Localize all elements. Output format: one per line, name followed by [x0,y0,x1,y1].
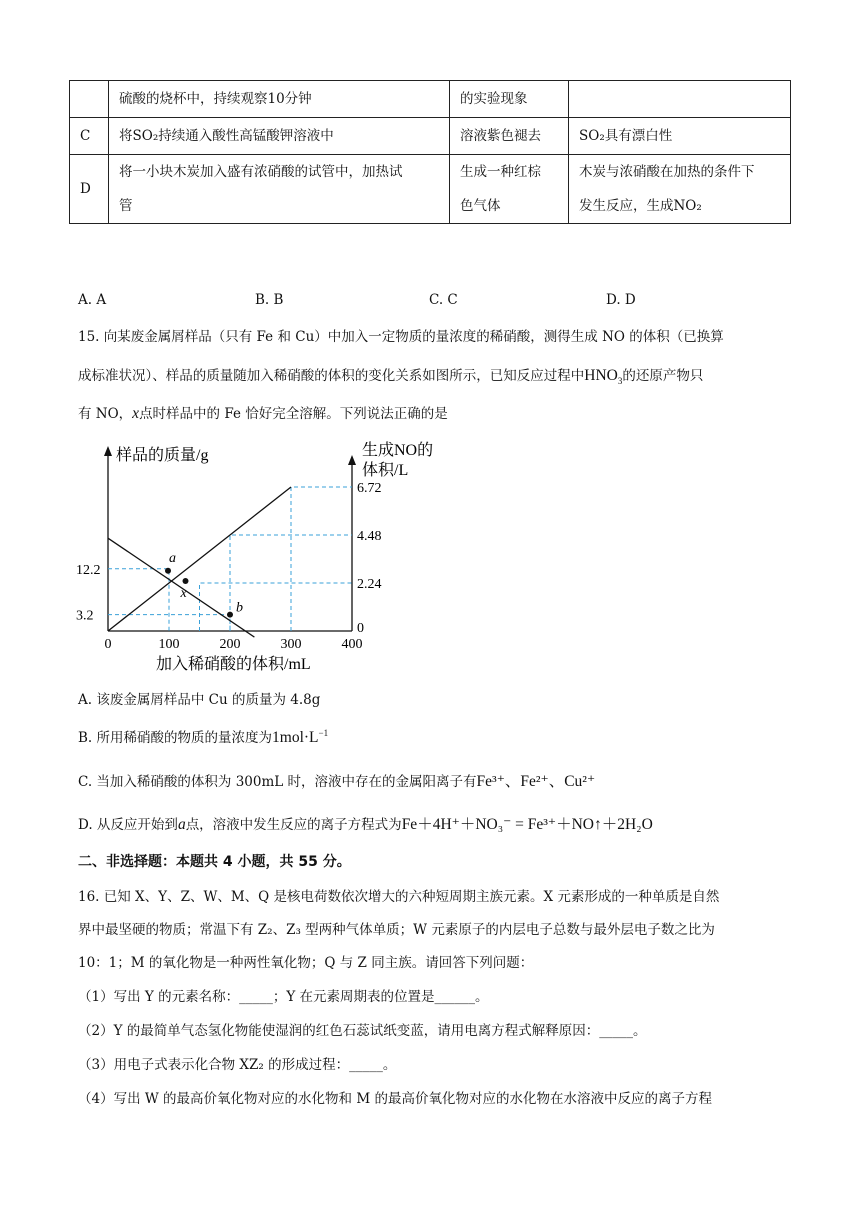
option-c: C. C [429,292,458,308]
right-y-tick-label: 2.24 [357,576,382,592]
row-label: C [70,118,109,155]
ionic-equation: Fe＋4H⁺＋NO₃⁻ = Fe³⁺＋NO↑＋2H₂O [401,816,653,833]
x-tick-label: 0 [104,637,112,652]
ion-list: Fe³⁺、Fe²⁺、Cu²⁺ [476,773,596,790]
point-b-marker [227,612,233,618]
q15-stem-line-1: 15. 向某废金属屑样品（只有 Fe 和 Cu）中加入一定物质的量浓度的稀硝酸，测得生成 NO 的体积（已换算 [78,329,724,345]
x-tick-label: 100 [158,637,180,652]
right-y-axis-title-line-1: 生成NO的 [362,442,434,459]
x-axis-title: 加入稀硝酸的体积/mL [156,656,311,673]
hno3-sub: 3 [617,376,623,387]
x-tick-label: 400 [341,637,363,652]
hno3-base: HNO [584,367,618,384]
point-a-label: a [169,550,176,566]
q15-option-a: A. 该废金属屑样品中 Cu 的质量为 4.8g [78,692,321,708]
option-a: A. A [78,292,107,308]
point-a-symbol: a [177,816,186,833]
left-y-axis-title: 样品的质量/g [116,447,209,464]
right-y-axis-title-line-2: 体积/L [362,462,409,479]
point-x-marker [183,578,189,584]
x-tick-label: 200 [219,637,241,652]
guide-line [108,569,169,631]
guide-line [291,487,352,631]
point-x-symbol: x [132,405,140,422]
q15-stem-text: 的还原产物只 [622,368,704,384]
concentration-base: 1mol·L [272,729,319,746]
q16-part-2: （2）Y 的最简单气态氢化物能使湿润的红色石蕊试纸变蓝，请用电离方程式解释原因：_____。 [78,1023,647,1039]
q15-stem-text: 有 NO， [78,406,133,422]
q16-line-2: 界中最坚硬的物质；常温下有 Z₂、Z₃ 型两种气体单质；W 元素原子的内层电子总数与最外层电子数之比为 [78,922,715,938]
q15-option-c [78,772,595,792]
phenomenon-cell: 溶液紫色褪去 [450,118,569,155]
q16-part-3: （3）用电子式表示化合物 XZ₂ 的形成过程：_____。 [78,1057,397,1073]
q15-stem-text: 点时样品中的 Fe 恰好完全溶解。下列说法正确的是 [139,406,448,422]
phenomenon-cell: 的实验现象 [450,81,569,118]
point-b-label: b [236,600,243,616]
q15-option-b [78,728,328,748]
operation-cell: 硫酸的烧杯中，持续观察10分钟 [109,81,450,118]
left-y-tick-label: 12.2 [76,562,101,578]
phenomenon-line-2: 色气体 [460,198,501,214]
x-tick-label: 300 [280,637,302,652]
guide-line [200,583,353,631]
option-d-text: 点，溶液中发生反应的离子方程式为 [185,817,402,833]
section-heading: 二、非选择题：本题共 4 小题，共 55 分。 [78,854,351,870]
right-y-tick-label: 4.48 [357,528,382,544]
q15-option-d [78,815,653,835]
conclusion-line-2: 发生反应，生成NO₂ [579,198,702,214]
phenomenon-line-1: 生成一种红棕 [460,164,541,180]
operation-line-1: 将一小块木炭加入盛有浓硝酸的试管中，加热试 [119,164,403,180]
concentration-exp: −1 [318,727,329,738]
point-x-label: x [180,585,187,601]
right-y-tick-label: 6.72 [357,480,382,496]
row-label: D [70,155,109,224]
q16-line-3: 10：1；M 的氧化物是一种两性氧化物；Q 与 Z 同主族。请回答下列问题： [78,955,534,971]
option-c-text: C. 当加入稀硝酸的体积为 300mL 时，溶液中存在的金属阳离子有 [78,774,477,790]
conclusion-cell: SO₂具有漂白性 [569,118,791,155]
option-d: D. D [606,292,636,308]
left-y-tick-label: 3.2 [76,608,94,624]
q16-part-1: （1）写出 Y 的元素名称：_____；Y 在元素周期表的位置是______。 [78,989,489,1005]
q16-line-1: 16. 已知 X、Y、Z、W、M、Q 是核电荷数依次增大的六种短周期主族元素。X 元素形成的一种单质是自然 [78,889,720,905]
option-d-text: D. 从反应开始到 [78,817,178,833]
conclusion-line-1: 木炭与浓硝酸在加热的条件下 [579,164,755,180]
left-y-arrow [104,446,112,456]
option-b-text: B. 所用稀硝酸的物质的量浓度为 [78,730,273,746]
right-y-tick-label: 0 [357,621,364,636]
q15-stem-text: 成标准状况）、样品的质量随加入稀硝酸的体积的变化关系如图所示，已知反应过程中 [78,368,585,384]
q16-part-4: （4）写出 W 的最高价氧化物对应的水化物和 M 的最高价氧化物对应的水化物在水溶液中反应的离子方程 [78,1091,712,1107]
concentration-value [272,729,328,746]
operation-cell: 将SO₂持续通入酸性高锰酸钾溶液中 [109,118,450,155]
right-y-arrow [348,455,356,465]
operation-line-2: 管 [119,198,133,214]
point-a-marker [165,568,171,574]
option-b: B. B [255,292,284,308]
